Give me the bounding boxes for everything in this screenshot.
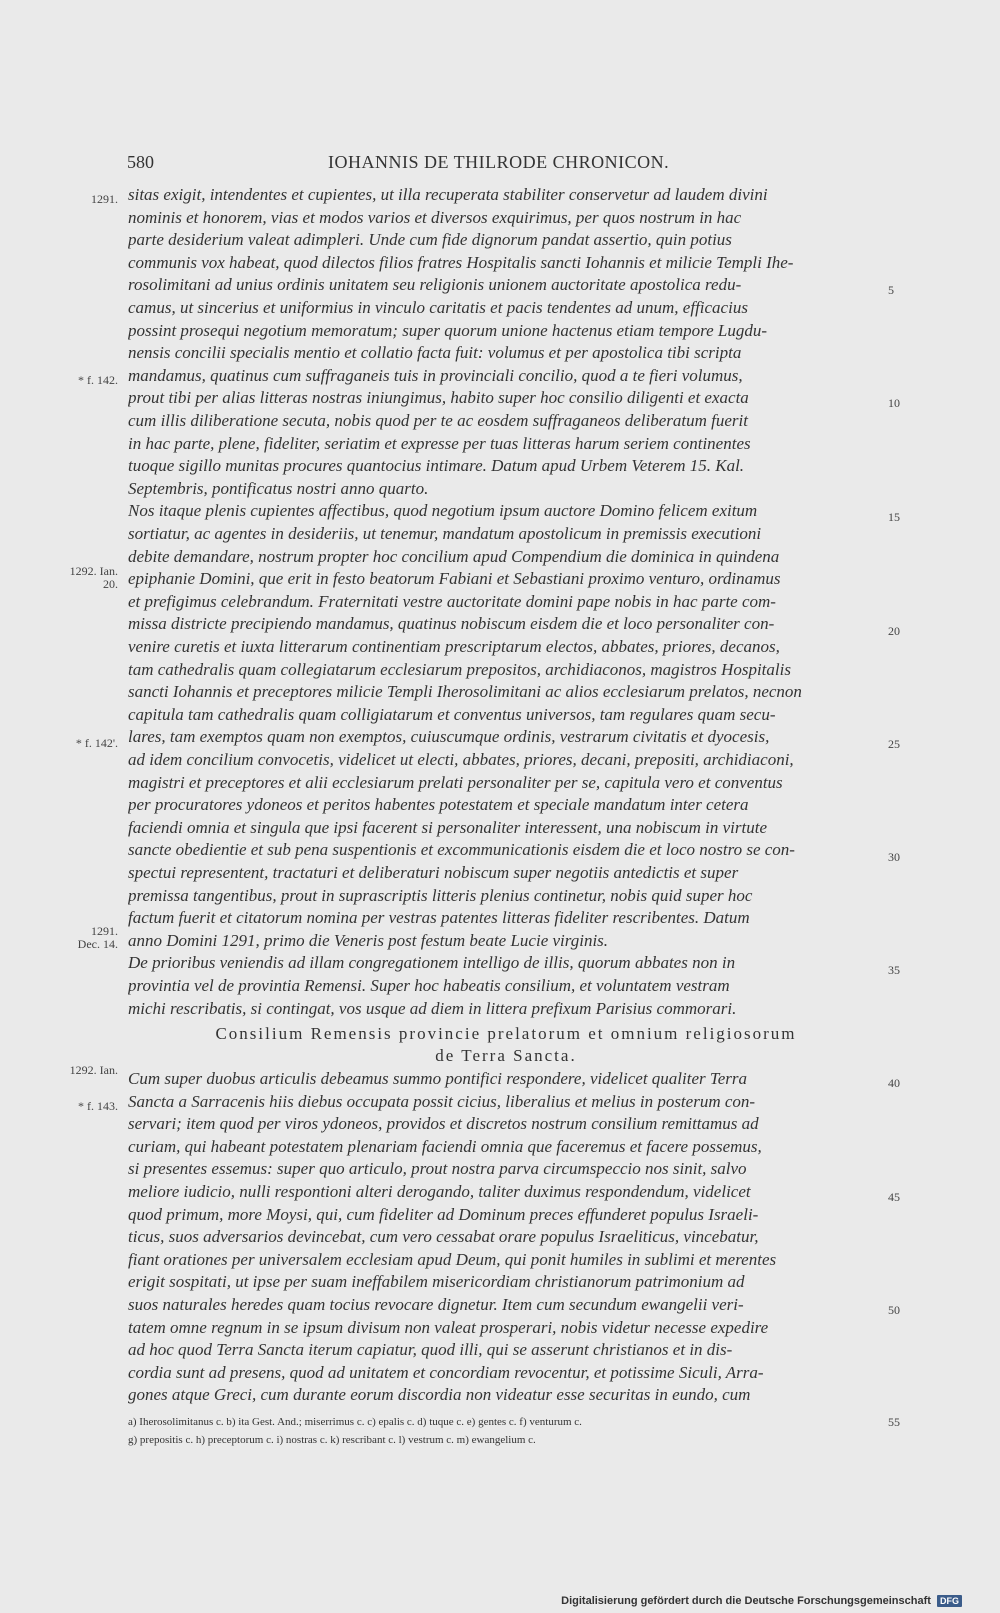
text-line: sitas exigit, intendentes et cupientes, ut illa recuperata stabiliter conservetur ad laudem divini bbox=[128, 185, 768, 204]
text-line: missa districte precipiendo mandamus, quatinus nobiscum eisdem die et loco personaliter con- bbox=[128, 614, 775, 634]
text-line: sancti Iohannis et preceptores milicie Templi Iherosolimitani ac alios ecclesiarum prelatos, necnon bbox=[128, 682, 802, 702]
text-line: suos naturales heredes quam tocius revocare dignetur. Item cum secundum ewangelii veri- bbox=[128, 1295, 744, 1314]
text-line: in hac parte, plene, fideliter, seriatim et expresse per tuas litteras harum seriem continentes bbox=[128, 433, 751, 453]
margin-date-1: 1291. bbox=[91, 192, 118, 206]
margin-folio-2: * f. 142'. bbox=[75, 736, 118, 750]
text-line: mandamus, quatinus cum suffraganeis tuis in provinciali concilio, quod a te fieri volumus, bbox=[128, 365, 743, 385]
line-number: 50 bbox=[888, 1303, 900, 1317]
text-line: per procuratores ydoneos et peritos habentes potestatem et speciale mandatum inter cetera bbox=[128, 795, 749, 815]
text-line: cordia sunt ad presens, quod ad unitatem et concordiam revocentur, et potissime Siculi, Arra- bbox=[128, 1362, 764, 1382]
text-line: ad hoc quod Terra Sancta iterum capiatur, quod illi, qui se asserunt christianos et in dis- bbox=[128, 1340, 733, 1360]
footer-credit bbox=[561, 1595, 962, 1607]
text-line: Sancta a Sarracenis hiis diebus occupata possit cicius, liberalius et melius in posterum con- bbox=[128, 1091, 756, 1111]
text-line: anno Domini 1291, primo die Veneris post festum beate Lucie virginis. bbox=[128, 930, 609, 950]
text-line: sortiatur, ac agentes in desideriis, ut tenemur, mandatum apostolicum in premissis executioni bbox=[128, 524, 762, 543]
line-number: 55 bbox=[888, 1415, 900, 1429]
line-number: 25 bbox=[888, 737, 900, 751]
text-line: capitula tam cathedralis quam colligiatarum et conventus universos, tam regulares quam secu- bbox=[128, 704, 776, 724]
page-number: 580 bbox=[127, 152, 154, 172]
section-title-2: de Terra Sancta. bbox=[435, 1046, 577, 1065]
text-line: De prioribus veniendis ad illam congregationem intelligo de illis, quorum abbates non in bbox=[128, 953, 736, 973]
text-line: factum fuerit et citatorum nomina per vestras patentes litteras fideliter rescribentes. Datum bbox=[128, 908, 750, 928]
margin-date-4: 1292. Ian. bbox=[69, 1063, 118, 1077]
line-number: 40 bbox=[888, 1076, 900, 1090]
margin-folio-3: * f. 143. bbox=[78, 1099, 118, 1113]
running-title: IOHANNIS DE THILRODE CHRONICON. bbox=[328, 152, 670, 172]
text-line: magistri et preceptores et alii ecclesiarum prelati personaliter per se, capitula vero et conventus bbox=[128, 772, 783, 792]
text-line: prout tibi per alias litteras nostras iniungimus, habito super hoc consilio diligenti et exacta bbox=[128, 388, 749, 408]
margin-date-3: 1291. Dec. 14. bbox=[77, 924, 118, 951]
text-line: curiam, qui habeant potestatem plenariam faciendi omnia que faceremus et facere possemus, bbox=[128, 1136, 762, 1156]
text-line: quod primum, more Moysi, qui, cum fideliter ad Dominum preces effunderet populus Israeli- bbox=[128, 1204, 759, 1224]
text-line: cum illis diliberatione secuta, nobis quod per te ac eosdem suffraganeos deliberatum fuerit bbox=[128, 411, 748, 430]
margin-folio-1: * f. 142. bbox=[78, 373, 118, 387]
text-line: Septembris, pontificatus nostri anno quarto. bbox=[128, 478, 429, 498]
text-line: Cum super duobus articulis debeamus summo pontifici respondere, videlicet qualiter Terra bbox=[128, 1069, 748, 1088]
text-line: gones atque Greci, cum durante eorum discordia non videatur esse securitas in eundo, cum bbox=[128, 1385, 751, 1405]
text-line: parte desiderium valeat adimpleri. Unde cum fide dignorum pandat assertio, quin potius bbox=[128, 230, 732, 250]
text-line: possint prosequi negotium memoratum; super quorum unione hactenus etiam tempore Lugdu- bbox=[128, 320, 768, 340]
line-number: 45 bbox=[888, 1190, 900, 1204]
footnote-line-2: g) prepositis c. h) preceptorum c. i) nostras c. k) rescribant c. l) vestrum c. m) ewangelium c. bbox=[128, 1434, 536, 1446]
text-line: fiant orationes per universalem ecclesiam apud Deum, qui ponit humiles in sublimi et merentes bbox=[128, 1249, 777, 1269]
section-title-1: Consilium Remensis provincie prelatorum et omnium religiosorum bbox=[215, 1024, 797, 1043]
text-line: provintia vel de provintia Remensi. Super hoc habeatis consilium, et voluntatem vestram bbox=[128, 976, 730, 995]
text-line: communis vox habeat, quod dilectos filios fratres Hospitalis sancti Iohannis et milicie Templi Ihe- bbox=[128, 252, 794, 272]
line-number: 5 bbox=[888, 283, 894, 297]
text-line: tuoque sigillo munitas procures quantocius intimare. Datum apud Urbem Veterem 15. Kal. bbox=[128, 456, 745, 476]
text-line: tam cathedralis quam collegiatarum ecclesiarum prepositos, archidiaconos, magistros Hospitalis bbox=[128, 659, 791, 679]
text-line: michi rescribatis, si contingat, vos usque ad diem in littera prefixum Parisius commorari. bbox=[128, 998, 737, 1018]
text-line: erigit sospitati, ut ipse per suam ineffabilem misericordiam christianorum patrimonium ad bbox=[128, 1272, 745, 1292]
text-line: ad idem concilium convocetis, videlicet ut electi, abbates, priores, decani, prepositi, archidiaconi, bbox=[128, 750, 794, 769]
footnote-line-1: a) Iherosolimitanus c. b) ita Gest. And.; miserrimus c. c) epalis c. d) tuque c. e) gentes c. f) venturum c. bbox=[128, 1416, 582, 1428]
footer-credit-text: Digitalisierung gefördert durch die Deutsche Forschungsgemeinschaft bbox=[561, 1594, 931, 1607]
text-line: faciendi omnia et singula que ipsi facerent si personaliter interessent, una nobiscum in virtute bbox=[128, 817, 767, 837]
line-number: 30 bbox=[888, 850, 900, 864]
line-number: 10 bbox=[888, 396, 900, 410]
text-line: ticus, suos adversarios devincebat, cum vero cessabat orare populus Israeliticus, vincebatur, bbox=[128, 1227, 759, 1247]
text-line: si presentes essemus: super quo articulo, prout nostra parva circumspeccio nos sinit, salvo bbox=[128, 1159, 747, 1179]
text-line: et prefigimus celebrandum. Fraternitati vestre auctoritate domini pape nobis in hac parte com- bbox=[128, 591, 776, 611]
text-line: epiphanie Domini, que erit in festo beatorum Fabiani et Sebastiani proximo venturo, ordinamus bbox=[128, 569, 781, 589]
text-line: debite demandare, nostrum propter hoc concilium apud Compendium die dominica in quindena bbox=[128, 546, 780, 566]
text-line: venire curetis et iuxta litterarum continentiam prescriptarum electos, abbates, priores, decanos, bbox=[128, 637, 780, 656]
line-number: 35 bbox=[888, 963, 900, 977]
text-line: camus, ut sincerius et uniformius in vinculo caritatis et pacis tendentes ad unum, efficacius bbox=[128, 298, 748, 317]
text-line: sancte obedientie et sub pena suspentionis et excommunicationis eisdem die et loco nostro se con- bbox=[128, 840, 795, 860]
text-line: nominis et honorem, vias et modos varios et diversos exquirimus, per quos nostrum in hac bbox=[128, 207, 742, 227]
text-line: tatem omne regnum in se ipsum divisum non valeat prosperari, nobis videtur necesse expedire bbox=[128, 1317, 769, 1337]
text-line: spectui representent, tractaturi et deliberaturi nobiscum super negotiis antedictis et super bbox=[128, 863, 739, 882]
text-line: Nos itaque plenis cupientes affectibus, quod negotium ipsum auctore Domino felicem exitum bbox=[128, 501, 758, 521]
line-number: 15 bbox=[888, 510, 900, 524]
text-line: premissa tangentibus, prout in suprascriptis litteris plenius continetur, nobis quid super hoc bbox=[128, 885, 753, 905]
line-number: 20 bbox=[888, 624, 900, 638]
text-line: meliore iudicio, nulli respontioni alteri derogando, taliter duximus respondendum, videlicet bbox=[128, 1182, 751, 1201]
text-line: rosolimitani ad unius ordinis unitatem seu religionis unionem auctoritate apostolica redu- bbox=[128, 275, 742, 295]
text-line: nensis concilii specialis mentio et collatio facta fuit: volumus et per apostolica tibi scripta bbox=[128, 343, 742, 363]
dfg-logo-icon: DFG bbox=[937, 1595, 962, 1607]
margin-date-2: 1292. Ian. 20. bbox=[69, 564, 118, 591]
text-line: servari; item quod per viros ydoneos, providos et discretos nostrum consilium remittamus ad bbox=[128, 1114, 759, 1134]
text-line: lares, tam exemptos quam non exemptos, cuiuscumque ordinis, vestrarum civitatis et dyocesis, bbox=[128, 727, 770, 747]
